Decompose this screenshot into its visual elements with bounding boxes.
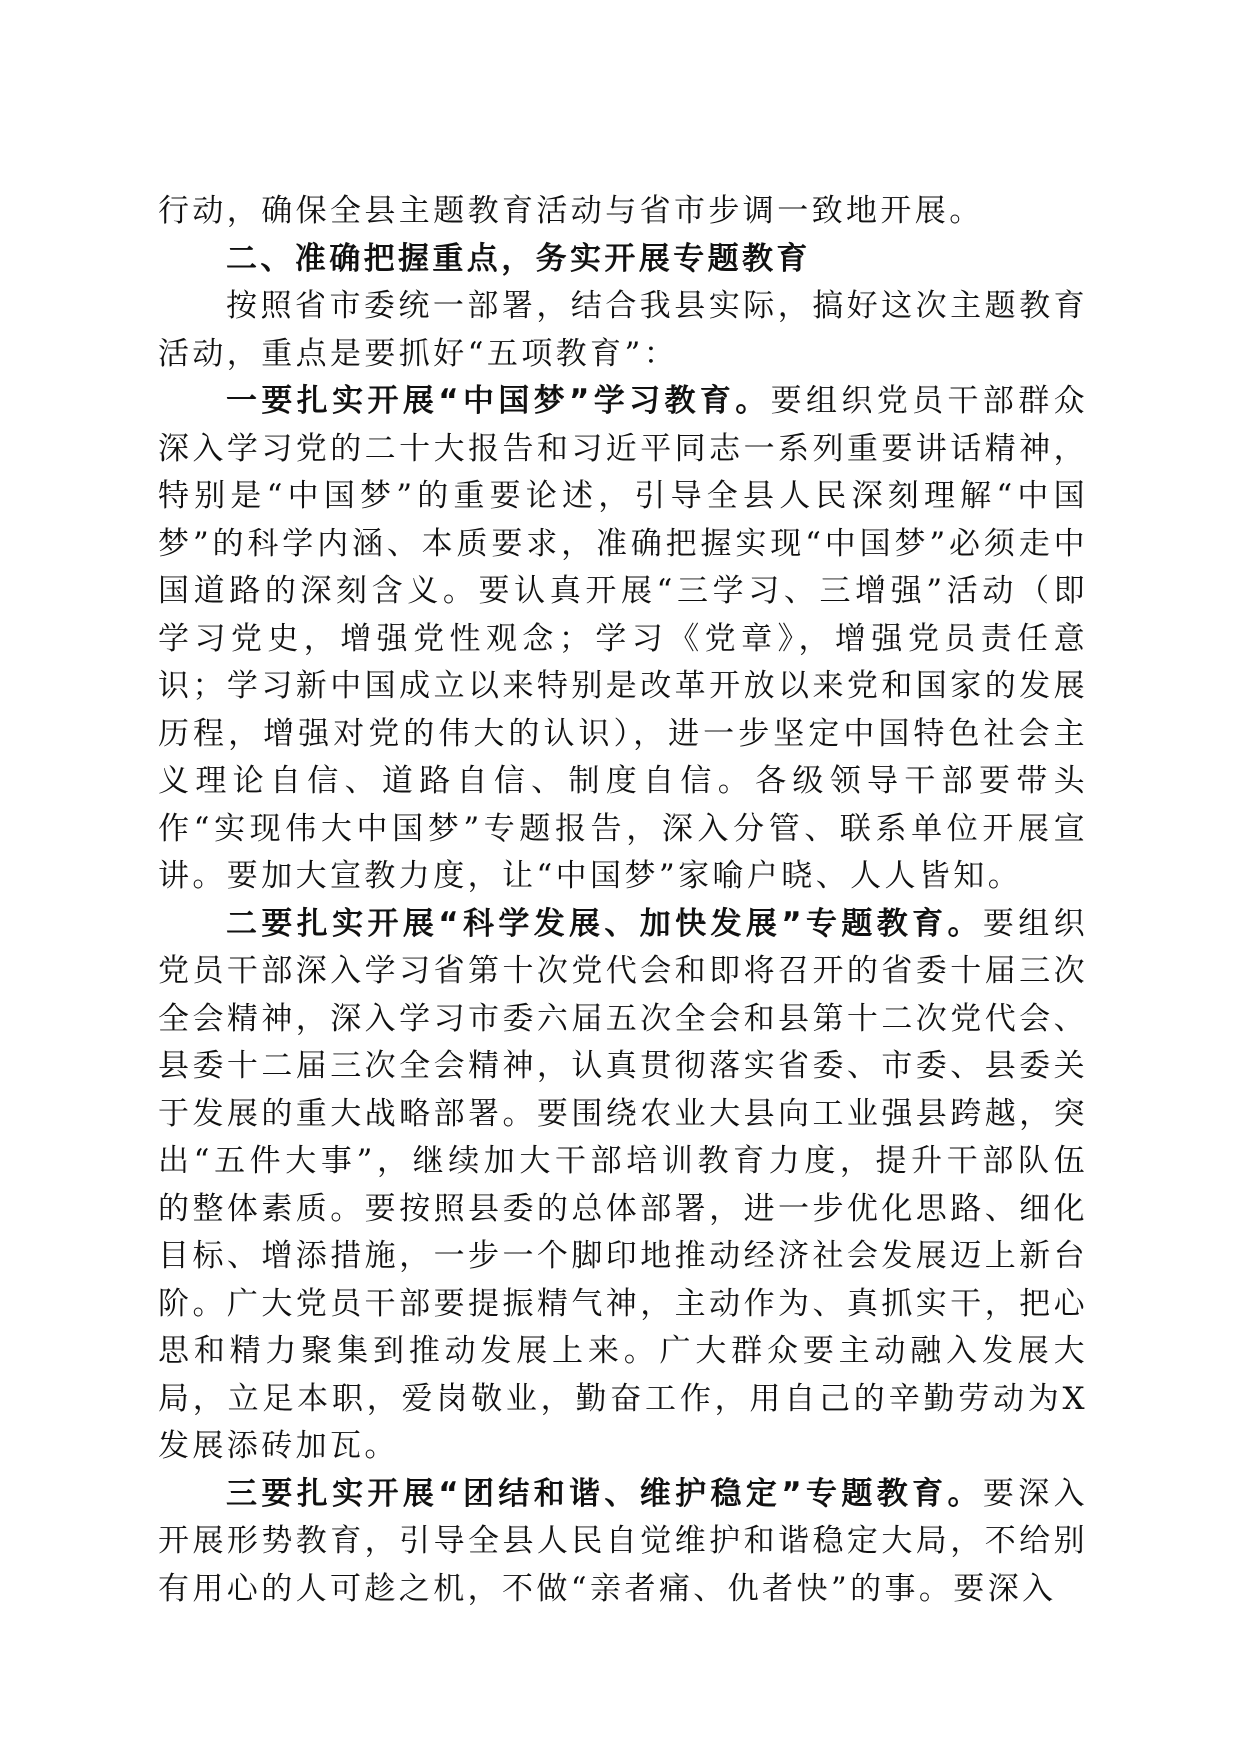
- item-paragraph-3: [158, 1471, 1088, 1614]
- item-paragraph-2: [158, 901, 1088, 1471]
- item-lead-2: 二要扎实开展“科学发展、加快发展”专题教育。: [226, 905, 983, 942]
- item-lead-3: 三要扎实开展“团结和谐、维护稳定”专题教育。: [226, 1475, 983, 1512]
- section-heading: 二、准确把握重点，务实开展专题教育: [226, 240, 811, 277]
- intro-paragraph: 按照省市委统一部署，结合我县实际，搞好这次主题教育活动，重点是要抓好“五项教育”：: [158, 288, 1088, 372]
- item-body-1: 要组织党员干部群众深入学习党的二十大报告和习近平同志一系列重要讲话精神，特别是“中国梦”的重要论述，引导全县人民深刻理解“中国梦”的科学内涵、本质要求，准确把握实现“中国梦”必须走中国道路的深刻含义。要认真开展“三学习、三增强”活动（即学习党史，增强党性观念；学习《党章》，增强党员责任意识；学习新中国成立以来特别是改革开放以来党和国家的发展历程，增强对党的伟大的认识），进一步坚定中国特色社会主义理论自信、道路自信、制度自信。各级领导干部要带头作“实现伟大中国梦”专题报告，深入分管、联系单位开展宣讲。要加大宣教力度，让“中国梦”家喻户晓、人人皆知。: [158, 383, 1088, 894]
- item-lead-1: 一要扎实开展“中国梦”学习教育。: [226, 383, 771, 419]
- item-body-3: 要深入开展形势教育，引导全县人民自觉维护和谐稳定大局，不给别有用心的人可趁之机，不做“亲者痛、仇者快”的事。要深入: [158, 1475, 1088, 1607]
- item-paragraph-1: [158, 378, 1088, 901]
- item-body-2: 要组织党员干部深入学习省第十次党代会和即将召开的省委十届三次全会精神，深入学习市委六届五次全会和县第十二次党代会、县委十二届三次全会精神，认真贯彻落实省委、市委、县委关于发展的重大战略部署。要围绕农业大县向工业强县跨越，突出“五件大事”，继续加大干部培训教育力度，提升干部队伍的整体素质。要按照县委的总体部署，进一步优化思路、细化目标、增添措施，一步一个脚印地推动经济社会发展迈上新台阶。广大党员干部要提振精气神，主动作为、真抓实干，把心思和精力聚集到推动发展上来。广大群众要主动融入发展大局，立足本职，爱岗敬业，勤奋工作，用自己的辛勤劳动为X发展添砖加瓦。: [158, 905, 1088, 1464]
- continuation-paragraph: 行动，确保全县主题教育活动与省市步调一致地开展。: [158, 193, 984, 229]
- document-page: [158, 188, 1088, 1613]
